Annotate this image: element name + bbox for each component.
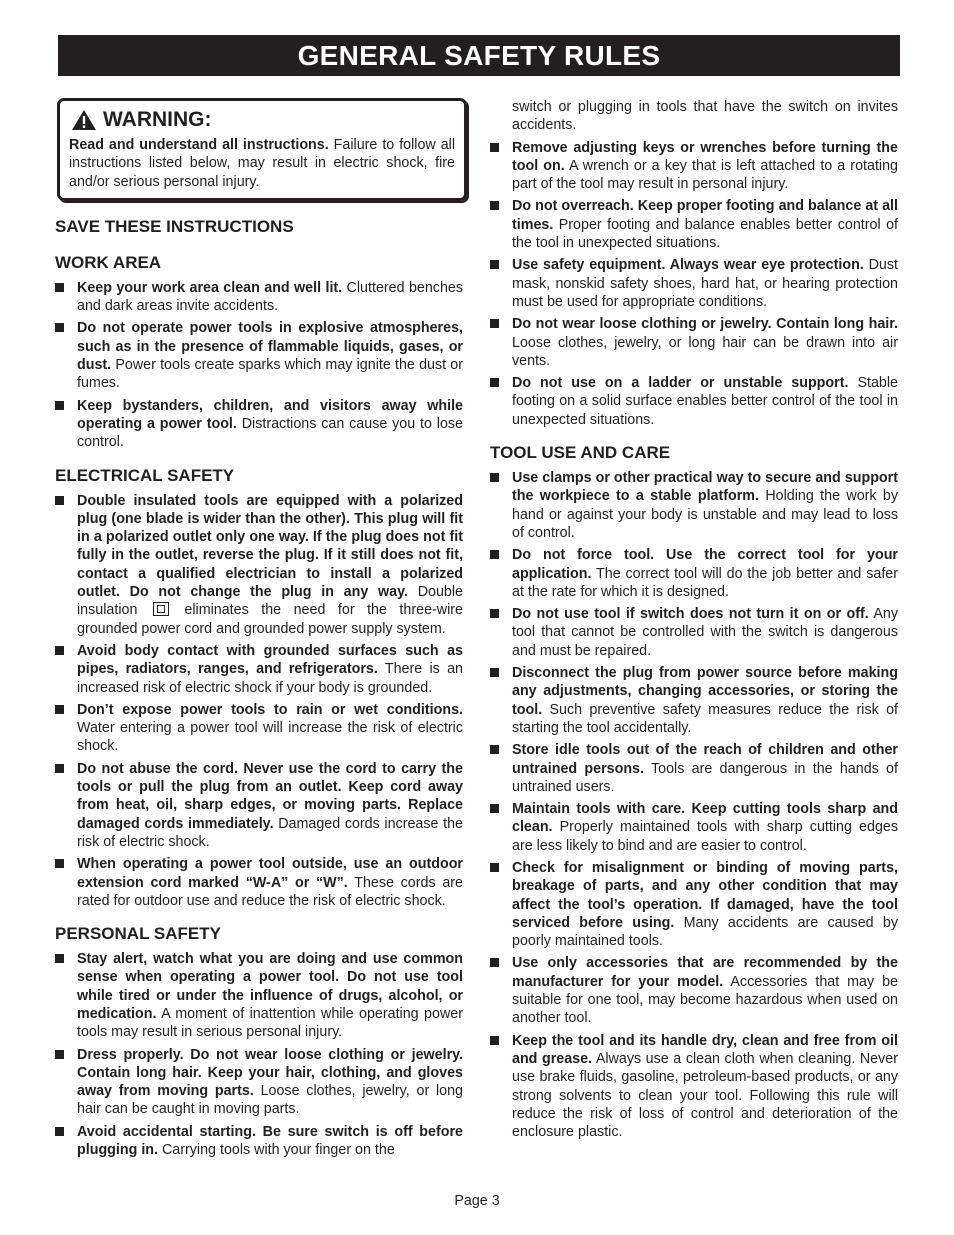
- bullet-icon: [490, 139, 512, 194]
- list-item: Keep the tool and its handle dry, clean and free from oil and grease. Always use a clean cloth when cleaning. Never use brake fluids, gasoline, petroleum-based products, or any strong solvents to clean your tool. Following this rule will reduce the risk of loss of control and deterioration of the enclosure plastic.: [490, 1032, 898, 1142]
- list-item: Avoid accidental starting. Be sure switch is off before plugging in. Carrying tools with your finger on the: [55, 1123, 463, 1160]
- bullet-icon: [490, 954, 512, 1027]
- bullet-icon: [490, 605, 512, 660]
- warning-text: Read and understand all instructions. Failure to follow all instructions listed below, may result in electric shock, fire and/or serious personal injury.: [69, 137, 456, 190]
- bullet-icon: [490, 546, 512, 601]
- continued-text: switch or plugging in tools that have the switch on invites accidents.: [512, 99, 898, 134]
- bullet-icon: [55, 760, 77, 851]
- bullet-icon: [55, 642, 77, 697]
- bullet-icon: [490, 664, 512, 737]
- list-item: Do not operate power tools in explosive atmospheres, such as in the presence of flammable liquids, gases, or dust. Power tools create sparks which may ignite the dust or fumes.: [55, 319, 463, 392]
- list-item: Check for misalignment or binding of moving parts, breakage of parts, and any other condition that may affect the tool’s operation. If damaged, have the tool serviced before using. Many accidents are caused by poorly maintained tools.: [490, 859, 898, 950]
- bullet-icon: [55, 319, 77, 392]
- left-column: [55, 98, 463, 1163]
- list-item: Do not use tool if switch does not turn it on or off. Any tool that cannot be controlled with the switch is dangerous and must be repaired.: [490, 605, 898, 660]
- bullet-icon: [55, 492, 77, 638]
- bullet-icon: [55, 397, 77, 452]
- tool-use-heading: TOOL USE AND CARE: [490, 443, 671, 463]
- page-title: GENERAL SAFETY RULES: [58, 35, 900, 76]
- bullet-icon: [490, 800, 512, 855]
- list-item: Use safety equipment. Always wear eye protection. Dust mask, nonskid safety shoes, hard hat, or hearing protection must be used for appropriate conditions.: [490, 256, 898, 311]
- bullet-icon: [55, 855, 77, 910]
- warning-box: [57, 98, 467, 201]
- right-column: [490, 98, 898, 1145]
- bullet-icon: [55, 1046, 77, 1119]
- double-insulation-icon: [153, 602, 169, 616]
- list-item: Do not overreach. Keep proper footing and balance at all times. Proper footing and balance enables better control of the tool in unexpected situations.: [490, 197, 898, 252]
- personal-safety-heading: PERSONAL SAFETY: [55, 924, 221, 944]
- list-item: Do not abuse the cord. Never use the cord to carry the tools or pull the plug from an outlet. Keep cord away from heat, oil, sharp edges, or moving parts. Replace damaged cords immediately. Damaged cords increase the risk of electric shock.: [55, 760, 463, 851]
- list-item: Keep your work area clean and well lit. Cluttered benches and dark areas invite accidents.: [55, 279, 463, 316]
- bullet-icon: [490, 374, 512, 429]
- list-item: Do not wear loose clothing or jewelry. Contain long hair. Loose clothes, jewelry, or long hair can be drawn into air vents.: [490, 315, 898, 370]
- bullet-icon: [490, 859, 512, 950]
- save-instructions-heading: SAVE THESE INSTRUCTIONS: [55, 216, 294, 236]
- list-item: Store idle tools out of the reach of children and other untrained persons. Tools are dangerous in the hands of untrained users.: [490, 741, 898, 796]
- electrical-safety-heading: ELECTRICAL SAFETY: [55, 465, 235, 485]
- list-item: Avoid body contact with grounded surfaces such as pipes, radiators, ranges, and refrigerators. There is an increased risk of electric shock if your body is grounded.: [55, 642, 463, 697]
- list-item: Remove adjusting keys or wrenches before turning the tool on. A wrench or a key that is left attached to a rotating part of the tool may result in personal injury.: [490, 139, 898, 194]
- bullet-icon: [55, 1123, 77, 1160]
- list-item: Keep bystanders, children, and visitors away while operating a power tool. Distractions can cause you to lose control.: [55, 397, 463, 452]
- list-item: Don’t expose power tools to rain or wet conditions. Water entering a power tool will increase the risk of electric shock.: [55, 701, 463, 756]
- bullet-icon: [490, 741, 512, 796]
- list-item: Do not use on a ladder or unstable support. Stable footing on a solid surface enables better control of the tool in unexpected situations.: [490, 374, 898, 429]
- bullet-icon: [55, 950, 77, 1041]
- list-item: Maintain tools with care. Keep cutting tools sharp and clean. Properly maintained tools with sharp cutting edges are less likely to bind and are easier to control.: [490, 800, 898, 855]
- work-area-heading: WORK AREA: [55, 252, 162, 272]
- bullet-icon: [490, 469, 512, 542]
- list-item: Do not force tool. Use the correct tool for your application. The correct tool will do the job better and safer at the rate for which it is designed.: [490, 546, 898, 601]
- bullet-icon: [490, 1032, 512, 1142]
- list-item: Use clamps or other practical way to secure and support the workpiece to a stable platform. Holding the work by hand or against your body is unstable and may lead to loss of control.: [490, 469, 898, 542]
- bullet-icon: [490, 256, 512, 311]
- bullet-icon: [490, 315, 512, 370]
- page-number: Page 3: [454, 1193, 500, 1209]
- bullet-icon: [490, 197, 512, 252]
- list-item: When operating a power tool outside, use an outdoor extension cord marked “W-A” or “W”. These cords are rated for outdoor use and reduce the risk of electric shock.: [55, 855, 463, 910]
- bullet-icon: [55, 279, 77, 316]
- list-item: Use only accessories that are recommended by the manufacturer for your model. Accessories that may be suitable for one tool, may become hazardous when used on another tool.: [490, 954, 898, 1027]
- list-item: Disconnect the plug from power source before making any adjustments, changing accessories, or storing the tool. Such preventive safety measures reduce the risk of starting the tool accidentally.: [490, 664, 898, 737]
- list-item: Dress properly. Do not wear loose clothing or jewelry. Contain long hair. Keep your hair, clothing, and gloves away from moving parts. Loose clothes, jewelry, or long hair can be caught in moving parts.: [55, 1046, 463, 1119]
- warning-header: [69, 107, 455, 133]
- warning-triangle-icon: [71, 109, 97, 131]
- warning-label: WARNING:: [103, 108, 212, 131]
- list-item: Stay alert, watch what you are doing and use common sense when operating a power tool. Do not use tool while tired or under the influence of drugs, alcohol, or medication. A moment of inattention while operating power tools may result in serious personal injury.: [55, 950, 463, 1041]
- bullet-icon: [55, 701, 77, 756]
- list-item: Double insulated tools are equipped with a polarized plug (one blade is wider than the other). This plug will fit in a polarized outlet only one way. If the plug does not fit fully in the outlet, reverse the plug. If it still does not fit, contact a qualified electrician to install a polarized outlet. Do not change the plug in any way. Double insulation eliminates the need for the three-wire grounded power cord and grounded power supply system.: [55, 492, 463, 638]
